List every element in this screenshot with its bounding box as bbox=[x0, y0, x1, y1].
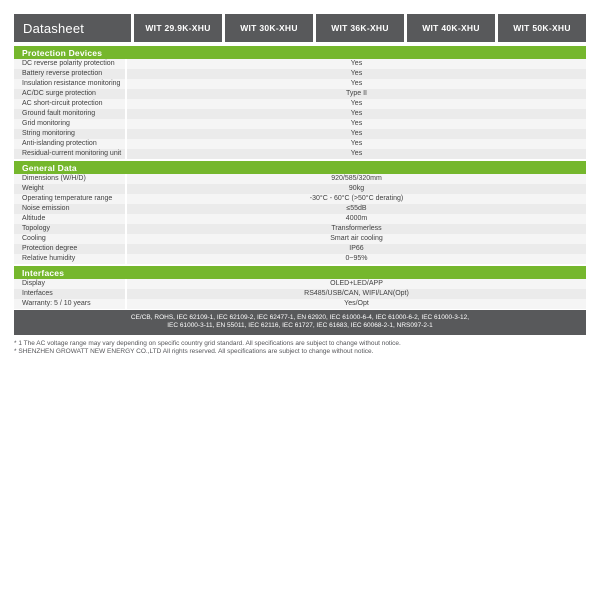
spec-row bbox=[14, 204, 586, 214]
section-header bbox=[14, 46, 586, 59]
spec-row bbox=[14, 214, 586, 224]
section-title: Protection Devices bbox=[22, 47, 103, 58]
spec-sections bbox=[14, 46, 586, 309]
spec-label: Operating temperature range bbox=[14, 194, 127, 204]
certifications-band bbox=[14, 310, 586, 335]
model-column-header-4: WIT 40K-XHU bbox=[407, 14, 495, 42]
spec-row bbox=[14, 299, 586, 309]
spec-row bbox=[14, 279, 586, 289]
model-column-header-2: WIT 30K-XHU bbox=[225, 14, 313, 42]
spec-row bbox=[14, 89, 586, 99]
spec-row bbox=[14, 254, 586, 264]
spec-row bbox=[14, 184, 586, 194]
spec-row bbox=[14, 69, 586, 79]
spec-label: Battery reverse protection bbox=[14, 69, 127, 79]
model-column-header-5: WIT 50K-XHU bbox=[498, 14, 586, 42]
spec-row bbox=[14, 119, 586, 129]
spec-row bbox=[14, 139, 586, 149]
footnote-voltage-range: * 1 The AC voltage range may vary depending on specific country grid standard. All specifications are subject to change without notice. bbox=[14, 339, 401, 347]
section-header bbox=[14, 266, 586, 279]
section-title: Interfaces bbox=[22, 267, 65, 278]
certifications-line-2: IEC 61000-3-11, EN 55011, IEC 62116, IEC 61727, IEC 61683, IEC 60068-2-1, NRS097-2-1 bbox=[167, 322, 433, 329]
section-title: General Data bbox=[22, 162, 77, 173]
footnotes bbox=[14, 340, 586, 357]
spec-value: Yes bbox=[350, 60, 363, 67]
spec-value: Type II bbox=[345, 90, 367, 97]
spec-value: Yes bbox=[350, 150, 363, 157]
spec-label: Display bbox=[14, 279, 127, 289]
spec-value: Smart air cooling bbox=[330, 235, 383, 242]
footnote-copyright: * SHENZHEN GROWATT NEW ENERGY CO.,LTD All rights reserved. All specifications are subject to change without notice. bbox=[14, 348, 374, 355]
model-column-header-3: WIT 36K-XHU bbox=[316, 14, 404, 42]
spec-value: 4000m bbox=[345, 215, 368, 222]
spec-label: AC/DC surge protection bbox=[14, 89, 127, 99]
spec-label: Grid monitoring bbox=[14, 119, 127, 129]
datasheet-table bbox=[14, 14, 586, 357]
spec-label: String monitoring bbox=[14, 129, 127, 139]
spec-label: Ground fault monitoring bbox=[14, 109, 127, 119]
spec-row bbox=[14, 79, 586, 89]
spec-row bbox=[14, 99, 586, 109]
model-column-header-1: WIT 29.9K-XHU bbox=[134, 14, 222, 42]
spec-label: Insulation resistance monitoring bbox=[14, 79, 127, 89]
spec-value: Yes/Opt bbox=[344, 300, 369, 307]
spec-row bbox=[14, 149, 586, 159]
spec-row bbox=[14, 234, 586, 244]
spec-value: 0~95% bbox=[345, 255, 368, 262]
spec-value: Yes bbox=[350, 100, 363, 107]
spec-label: Warranty: 5 / 10 years bbox=[14, 299, 127, 309]
header-row bbox=[14, 14, 586, 42]
spec-value: 920/585/320mm bbox=[331, 175, 382, 182]
spec-label: Anti-islanding protection bbox=[14, 139, 127, 149]
spec-label: Noise emission bbox=[14, 204, 127, 214]
spec-label: Topology bbox=[14, 224, 127, 234]
spec-row bbox=[14, 174, 586, 184]
spec-value: IP66 bbox=[349, 245, 364, 252]
spec-row bbox=[14, 59, 586, 69]
spec-label: Residual-current monitoring unit bbox=[14, 149, 127, 159]
spec-row bbox=[14, 129, 586, 139]
spec-value: Transformerless bbox=[331, 225, 382, 232]
spec-label: Cooling bbox=[14, 234, 127, 244]
spec-label: Altitude bbox=[14, 214, 127, 224]
spec-value: ≤55dB bbox=[346, 205, 367, 212]
spec-value: OLED+LED/APP bbox=[330, 280, 383, 287]
certifications-line-1: CE/CB, ROHS, IEC 62109-1, IEC 62109-2, IEC 62477-1, EN 62920, IEC 61000-6-4, IEC 61000-6-2, IEC 61000-3-12, bbox=[130, 313, 470, 321]
spec-value: 90kg bbox=[348, 185, 365, 192]
spec-label: Interfaces bbox=[14, 289, 127, 299]
spec-row bbox=[14, 224, 586, 234]
spec-value: Yes bbox=[350, 140, 363, 147]
section-header bbox=[14, 161, 586, 174]
spec-label: Dimensions (W/H/D) bbox=[14, 174, 127, 184]
spec-value: RS485/USB/CAN, WIFI/LAN(Opt) bbox=[304, 290, 409, 297]
spec-label: Protection degree bbox=[14, 244, 127, 254]
spec-row bbox=[14, 194, 586, 204]
spec-value: -30°C - 60°C (>50°C derating) bbox=[309, 195, 404, 202]
spec-row bbox=[14, 109, 586, 119]
spec-label: DC reverse polarity protection bbox=[14, 59, 127, 69]
spec-label: Relative humidity bbox=[14, 254, 127, 264]
spec-row bbox=[14, 244, 586, 254]
datasheet-title: Datasheet bbox=[14, 14, 131, 42]
spec-label: Weight bbox=[14, 184, 127, 194]
spec-value: Yes bbox=[350, 70, 363, 77]
spec-value: Yes bbox=[350, 120, 363, 127]
spec-value: Yes bbox=[350, 80, 363, 87]
spec-value: Yes bbox=[350, 110, 363, 117]
spec-label: AC short-circuit protection bbox=[14, 99, 127, 109]
spec-row bbox=[14, 289, 586, 299]
spec-value: Yes bbox=[350, 130, 363, 137]
